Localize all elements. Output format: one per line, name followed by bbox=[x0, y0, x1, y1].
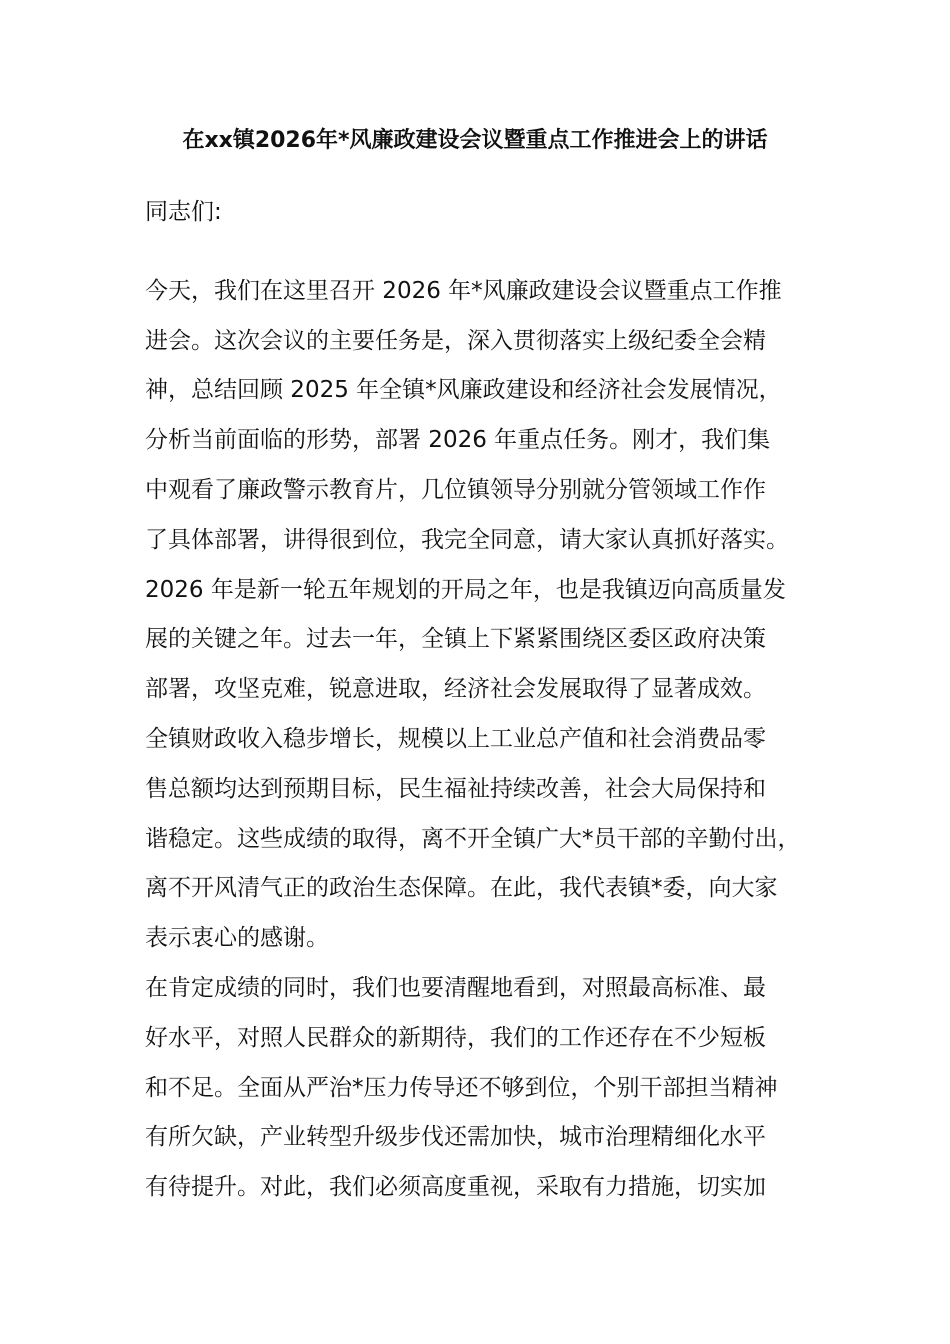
text-line: 全镇财政收入稳步增长，规模以上工业总产值和社会消费品零 bbox=[145, 725, 766, 752]
text-line: 有所欠缺，产业转型升级步伐还需加快，城市治理精细化水平 bbox=[145, 1124, 766, 1151]
text-line: 了具体部署，讲得很到位，我完全同意，请大家认真抓好落实。 bbox=[145, 526, 789, 553]
greeting: 同志们: bbox=[145, 199, 222, 225]
text-line: 离不开风清气正的政治生态保障。在此，我代表镇*委，向大家 bbox=[145, 875, 778, 902]
text-line: 在肯定成绩的同时，我们也要清醒地看到，对照最高标准、最 bbox=[145, 974, 766, 1001]
document-title: 在xx镇2026年*风廉政建设会议暨重点工作推进会上的讲话 bbox=[182, 128, 768, 153]
text-line: 有待提升。对此，我们必须高度重视，采取有力措施，切实加 bbox=[145, 1174, 766, 1201]
text-line: 今天，我们在这里召开 2026 年*风廉政建设会议暨重点工作推 bbox=[145, 277, 782, 304]
text-line: 部署，攻坚克难，锐意进取，经济社会发展取得了显著成效。 bbox=[145, 676, 766, 703]
text-line: 表示衷心的感谢。 bbox=[145, 925, 329, 952]
text-line: 和不足。全面从严治*压力传导还不够到位，个别干部担当精神 bbox=[145, 1074, 778, 1101]
text-line: 展的关键之年。过去一年，全镇上下紧紧围绕区委区政府决策 bbox=[145, 626, 766, 653]
text-line: 进会。这次会议的主要任务是，深入贯彻落实上级纪委全会精 bbox=[145, 327, 766, 354]
text-line: 分析当前面临的形势，部署 2026 年重点任务。刚才，我们集 bbox=[145, 427, 771, 454]
text-line: 谐稳定。这些成绩的取得，离不开全镇广大*员干部的辛勤付出， bbox=[145, 825, 801, 852]
text-line: 2026 年是新一轮五年规划的开局之年，也是我镇迈向高质量发 bbox=[145, 576, 786, 603]
text-line: 售总额均达到预期目标，民生福祉持续改善，社会大局保持和 bbox=[145, 775, 766, 802]
text-line: 中观看了廉政警示教育片，几位镇领导分别就分管领域工作作 bbox=[145, 476, 766, 503]
text-line: 好水平，对照人民群众的新期待，我们的工作还存在不少短板 bbox=[145, 1024, 766, 1051]
document-body bbox=[145, 188, 810, 1213]
text-line: 神，总结回顾 2025 年全镇*风廉政建设和经济社会发展情况， bbox=[145, 377, 782, 404]
